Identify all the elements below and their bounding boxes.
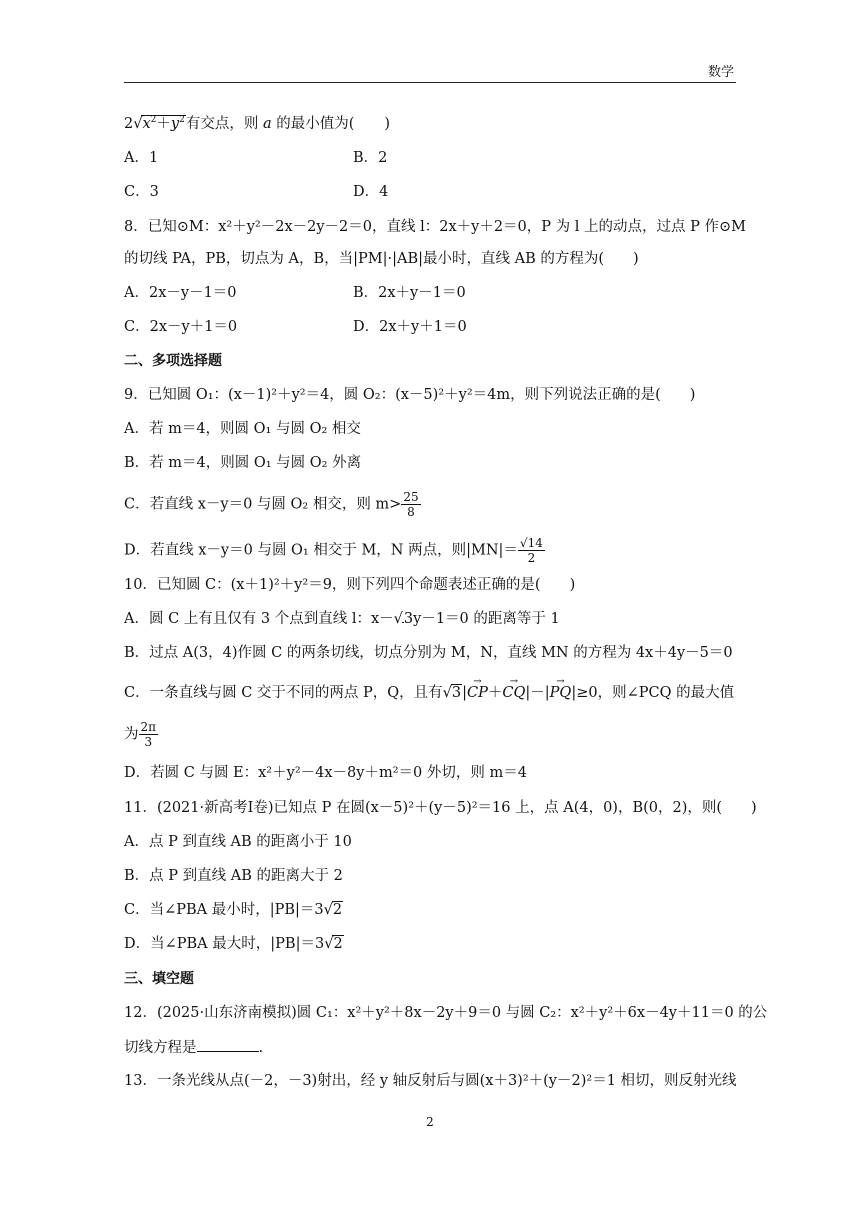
q7-option-a: A．1 — [124, 150, 159, 166]
q12-line2: 切线方程是 . — [124, 1037, 263, 1058]
q10-option-a: A．圆 C 上有且仅有 3 个点到直线 l：x－√3y－1＝0 的距离等于 1 — [124, 611, 560, 627]
section-heading-multiple-choice: 二、多项选择题 — [124, 353, 222, 369]
q7-option-d: D．4 — [353, 184, 389, 200]
q11-option-d: D．当∠PBA 最大时，|PB|＝3√2 — [124, 936, 343, 952]
fraction-2pi-3: $\frac{2\pi}{3}$ — [140, 720, 157, 749]
q9-option-d: D．若直线 x－y＝0 与圆 O₁ 相交于 M，N 两点，则|MN|＝ $\frac{√14}{2}$ — [124, 536, 543, 565]
q10-stem: 10．已知圆 C：(x＋1)²＋y²＝9，则下列四个命题表述正确的是( ) — [124, 577, 576, 593]
answer-blank — [197, 1037, 259, 1052]
q8-option-c: C．2x－y＋1＝0 — [124, 319, 238, 335]
q9-option-b: B．若 m＝4，则圆 O₁ 与圆 O₂ 外离 — [124, 455, 362, 471]
fraction-25-8: $\frac{25}{8}$ — [403, 490, 419, 519]
page-header — [124, 58, 736, 83]
fraction-sqrt14-2: $\frac{√14}{2}$ — [519, 536, 543, 565]
q9-option-c: C．若直线 x－y＝0 与圆 O₂ 相交，则 m> $\frac{25}{8}$ — [124, 490, 419, 519]
q8-line2: 的切线 PA，PB，切点为 A，B，当|PM|·|AB|最小时，直线 AB 的方程为( ) — [124, 251, 639, 267]
section-heading-fill-in: 三、填空题 — [124, 971, 194, 987]
q9-option-a: A．若 m＝4，则圆 O₁ 与圆 O₂ 相交 — [124, 421, 361, 437]
q11-option-b: B．点 P 到直线 AB 的距离大于 2 — [124, 868, 343, 884]
q8-option-b: B．2x＋y－1＝0 — [353, 285, 466, 301]
q8-line1: 8．已知⊙M：x²＋y²－2x－2y－2＝0，直线 l：2x＋y＋2＝0，P 为 l 上的动点，过点 P 作⊙M — [124, 219, 746, 235]
q13-line1: 13．一条光线从点(－2，－3)射出，经 y 轴反射后与圆(x＋3)²＋(y－2)²＝1 相切，则反射光线 — [124, 1073, 737, 1089]
q12-line1: 12．(2025·山东济南模拟)圆 C₁：x²＋y²＋8x－2y＋9＝0 与圆 C₂：x²＋y²＋6x－4y＋11＝0 的公 — [124, 1005, 768, 1021]
page-number: 2 — [426, 1115, 434, 1129]
q9-stem: 9．已知圆 O₁：(x－1)²＋y²＝4，圆 O₂：(x－5)²＋y²＝4m，则下列说法正确的是( ) — [124, 387, 696, 403]
q10-option-c-line1: C．一条直线与圆 C 交于不同的两点 P，Q，且有√3|→ CP＋→ CQ|－|→ PQ|≥0，则∠PCQ 的最大值 — [124, 683, 734, 703]
subject-label: 数学 — [707, 65, 734, 80]
q7-option-b: B．2 — [353, 150, 388, 166]
q7-stem-tail: $2√x^2+y^2$有交点，则 a 的最小值为( ) — [124, 115, 391, 132]
q11-option-c: C．当∠PBA 最小时，|PB|＝3√2 — [124, 902, 343, 918]
q8-option-a: A．2x－y－1＝0 — [124, 285, 237, 301]
q11-option-a: A．点 P 到直线 AB 的距离小于 10 — [124, 834, 352, 850]
q10-option-c-line2: 为 $\frac{2\pi}{3}$ — [124, 720, 157, 749]
q11-stem: 11．(2021·新高考Ⅰ卷)已知点 P 在圆(x－5)²＋(y－5)²＝16 上，点 A(4，0)，B(0，2)，则( ) — [124, 800, 757, 816]
q7-option-c: C．3 — [124, 184, 159, 200]
q8-option-d: D．2x＋y＋1＝0 — [353, 319, 467, 335]
q10-option-b: B．过点 A(3，4)作圆 C 的两条切线，切点分别为 M，N，直线 MN 的方程为 4x＋4y－5＝0 — [124, 645, 733, 661]
q10-option-d: D．若圆 C 与圆 E：x²＋y²－4x－8y＋m²＝0 外切，则 m＝4 — [124, 765, 527, 781]
